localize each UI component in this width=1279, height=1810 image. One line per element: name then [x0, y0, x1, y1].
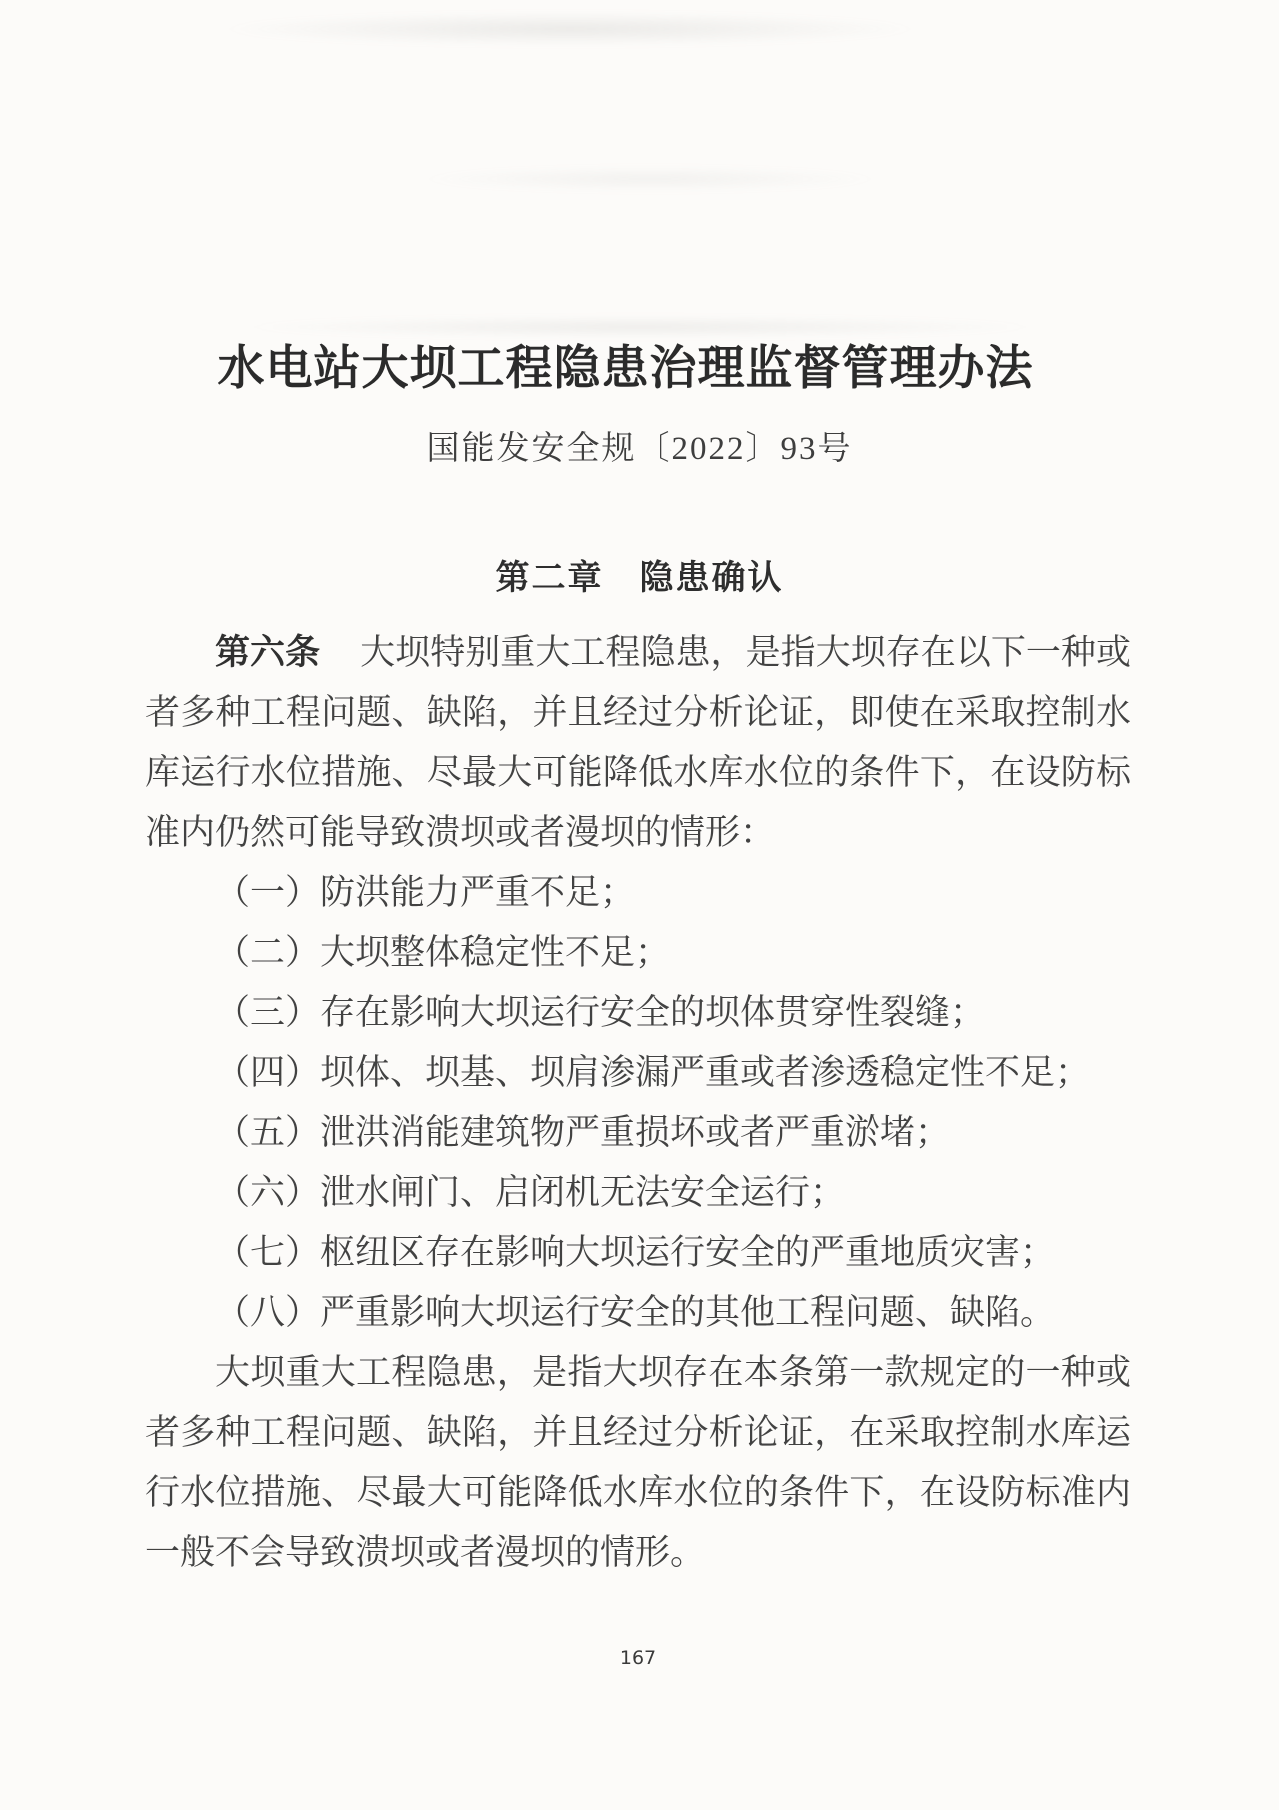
list-item-6: （六）泄水闸门、启闭机无法安全运行；	[215, 1173, 846, 1212]
document-title: 水电站大坝工程隐患治理监督管理办法	[217, 341, 1034, 394]
list-item-2: （二）大坝整体稳定性不足；	[215, 933, 671, 972]
list-item-8: （八）严重影响大坝运行安全的其他工程问题、缺陷。	[215, 1293, 1056, 1332]
list-item-1: （一）防洪能力严重不足；	[215, 873, 636, 912]
article-number-label: 第六条	[215, 633, 321, 672]
document-number: 国能发安全规〔2022〕93号	[426, 431, 853, 467]
list-item-7: （七）枢纽区存在影响大坝运行安全的严重地质灾害；	[215, 1233, 1056, 1272]
scan-artifact	[420, 166, 880, 192]
chapter-heading: 第二章 隐患确认	[495, 559, 784, 597]
scan-artifact	[220, 12, 920, 46]
list-item-4: （四）坝体、坝基、坝肩渗漏严重或者渗透稳定性不足；	[215, 1053, 1091, 1092]
closing-paragraph: 大坝重大工程隐患，是指大坝存在本条第一款规定的一种或者多种工程问题、缺陷，并且经过分析论证，在采取控制水库运行水位措施、尽最大可能降低水库水位的条件下，在设防标准内一般不会导致溃坝或者漫坝的情形。	[145, 1353, 1131, 1572]
list-item-5: （五）泄洪消能建筑物严重损坏或者严重淤堵；	[215, 1113, 951, 1152]
article-intro-text: 大坝特别重大工程隐患，是指大坝存在以下一种或者多种工程问题、缺陷，并且经过分析论证，即使在采取控制水库运行水位措施、尽最大可能降低水库水位的条件下，在设防标准内仍然可能导致溃坝或者漫坝的情形：	[145, 633, 1131, 852]
article-paragraph	[145, 623, 1131, 863]
scan-artifact	[250, 316, 1030, 338]
page-number: 167	[619, 1647, 657, 1669]
document-body	[145, 623, 1131, 1583]
list-item-3: （三）存在影响大坝运行安全的坝体贯穿性裂缝；	[215, 993, 986, 1032]
